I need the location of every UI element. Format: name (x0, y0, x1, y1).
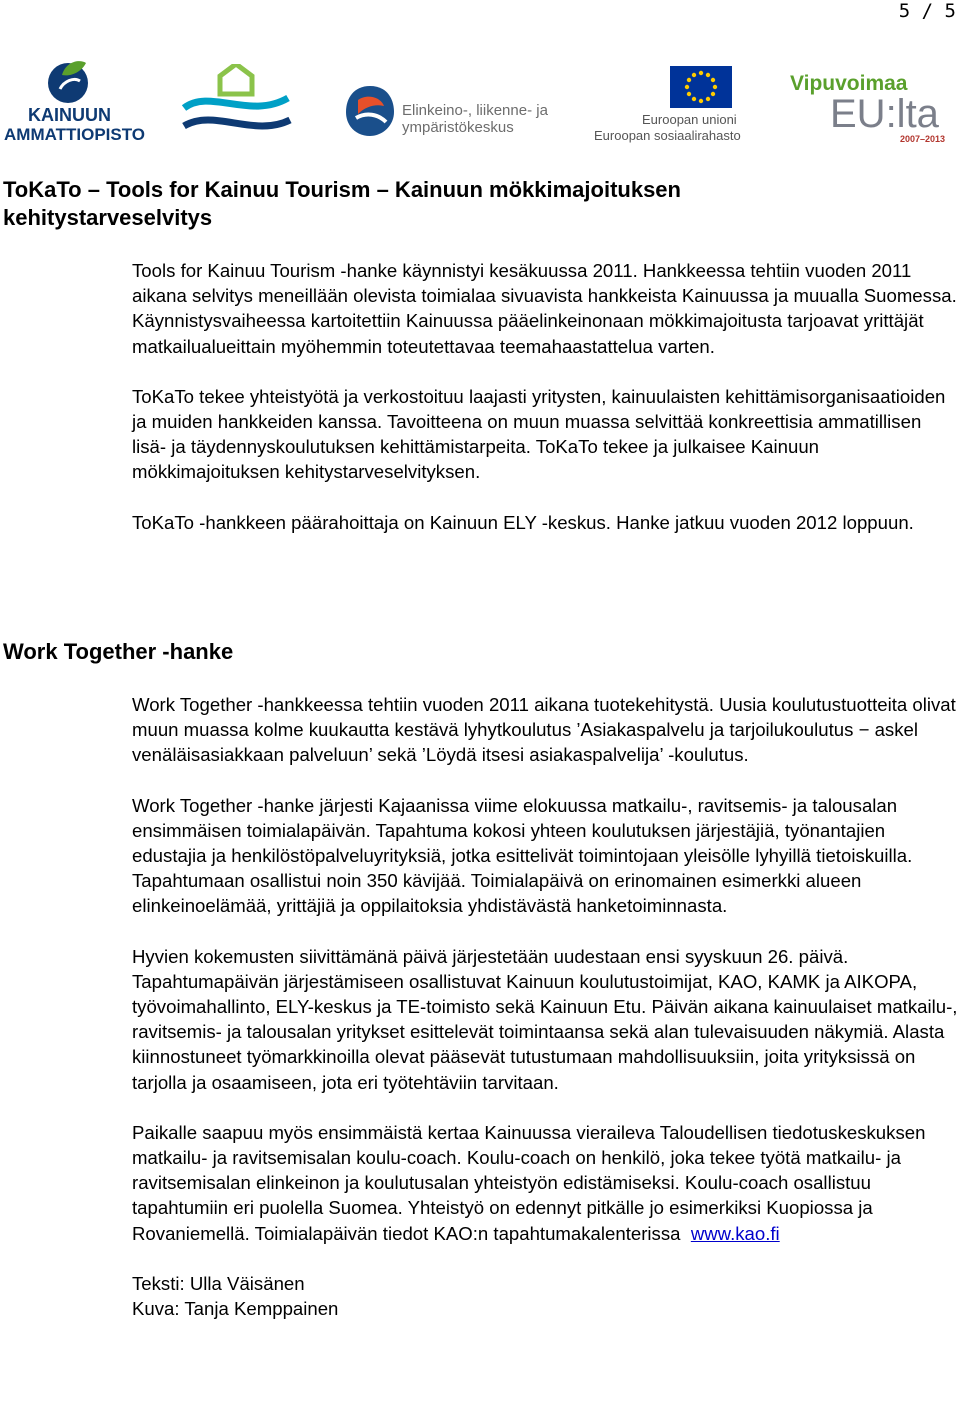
eu-esr-logo (594, 66, 741, 146)
work-together-paragraph-4-text: Paikalle saapuu myös ensimmäistä kertaa Kainuussa vieraileva Taloudellisen tiedotuskeskuksen matkailu- ja ravitsemisalan koulu-coach. Koulu-coach on henkilö, joka tekee työtä matkailu- ja ravitsemisalan elinkeinon ja koulutusalan yhteistyön edistämiseksi. Koulu-coach osallistuu tapahtumiin eri puolella Suomea. Yhteistyö on edennyt pitkälle jo esimerkiksi Kuopiossa ja Rovaniemellä. Toimialapäivän tiedot KAO:n tapahtumakalenterissa (132, 1121, 926, 1244)
regional-wave-logo (180, 64, 292, 142)
work-together-paragraph-4 (132, 1120, 958, 1246)
page-number: 5 / 5 (898, 0, 956, 22)
kainuu-emblem-icon (4, 55, 134, 105)
work-together-title: Work Together -hanke (3, 639, 234, 664)
ammattiopisto-line2: AMMATTIOPISTO (4, 125, 146, 144)
tokato-body (132, 258, 958, 535)
work-together-paragraph-3: Hyvien kokemusten siivittämänä päivä järjestetään uudestaan ensi syyskuun 26. päivä. Tapahtumapäivän järjestämiseen osallistuvat Kainuun koulutustoimijat, KAO, KAMK ja AIKOPA, työvoimahallinto, ELY-keskus ja TE-toimisto sekä Kainuun Etu. Päivän aikana kainuulaiset matkailu-, ravitsemis- ja talousalan yritykset esittelevät toimintaansa sekä alan tulevaisuuden näkymiä. Alasta kiinnostuneet työmarkkinoilla olevat pääsevät tutustumaan mahdollisuuksiin, joita yrityksissä on tarjolla ja osaamiseen, jota eri työtehtäviin tarvitaan. (132, 945, 958, 1093)
credits (132, 1271, 958, 1321)
kainuun-ammattiopisto-logo (4, 55, 146, 147)
vipuvoimaa-line1: Vipuvoimaa (790, 72, 908, 95)
ely-line1: Elinkeino-, liikenne- ja (402, 102, 548, 119)
vipuvoimaa-years: 2007–2013 (900, 134, 946, 144)
tokato-paragraph-2: ToKaTo tekee yhteistyötä ja verkostoituu laajasti yritysten, kainuulaisten kehittämisorganisaatioiden ja muiden hankkeiden kanssa. Tavoitteena on muun muassa selvittää konkreettisia ammatillisen lisä- ja täydennyskoulutuksen kehittämistarpeita. ToKaTo tekee ja julkaisee Kainuun mökkimajoituksen kehitystarveselvityksen. (132, 385, 946, 483)
tokato-paragraph-1: Tools for Kainuu Tourism -hanke käynnistyi kesäkuussa 2011. Hankkeessa tehtiin vuoden 2011 aikana selvitys meneillään olevista toimialaa sivuavista hankkeista Kainuussa ja muualla Suomessa. Käynnistysvaiheessa kartoitettiin Kainuussa pääelinkeinonaan mökkimajoitusta tarjoavat yrittäjät matkailualueittain myöhemmin toteutettavaa teemahaastattelua varten. (132, 260, 957, 357)
tokato-paragraph-3: ToKaTo -hankkeen päärahoittaja on Kainuun ELY -keskus. Hanke jatkuu vuoden 2012 loppuun. (132, 511, 914, 533)
house-wave-icon (180, 64, 292, 142)
ely-keskus-logo (344, 84, 548, 144)
work-together-body (132, 692, 958, 1321)
eu-line2: Euroopan sosiaalirahasto (594, 128, 741, 143)
eu-line1: Euroopan unioni (642, 112, 737, 127)
credit-photo: Kuva: Tanja Kemppainen (132, 1298, 339, 1320)
vipuvoimaa-line2: EU:lta (830, 92, 939, 136)
kao-link[interactable]: www.kao.fi (690, 1222, 780, 1244)
ely-emblem-icon (344, 84, 396, 138)
work-together-paragraph-1: Work Together -hankkeessa tehtiin vuoden 2011 aikana tuotekehitystä. Uusia koulutustuotteita olivat muun muassa kolme kuukautta kestävä lyhytkoulutus ’Asiakaspalvelu ja tarjoilukoulutus − askel venäläisasiakkaan palveluun’ sekä ’Löydä itsesi asiakaspalvelija’ -koulutus. (132, 694, 956, 766)
tokato-title (3, 176, 681, 232)
kainuun-line1: KAINUUN (28, 105, 111, 125)
ely-line2: ympäristökeskus (402, 119, 514, 136)
tokato-title-line2: kehitystarveselvitys (3, 205, 213, 230)
work-together-paragraph-2: Work Together -hanke järjesti Kajaanissa viime elokuussa matkailu-, ravitsemis- ja talousalan ensimmäisen toimialapäivän. Tapahtuma kokosi yhteen koulutuksen järjestäjiä, työnantajien edustajia ja henkilöstöpalveluyrityksiä, jotka esittelivät toimintojaan yleisölle lyhyillä tietoiskuilla. Tapahtumaan osallistui noin 350 kävijää. Toimialapäivä on erinomainen esimerkki alueen elinkeinoelämää, yrittäjiä ja oppilaitoksia yhdistävästä hanketoiminnasta. (132, 794, 913, 917)
vipuvoimaa-logo (790, 72, 950, 148)
credit-text: Teksti: Ulla Väisänen (132, 1272, 305, 1294)
tokato-title-line1: ToKaTo – Tools for Kainuu Tourism – Kainuun mökkimajoituksen (3, 177, 681, 202)
eu-flag-icon (670, 66, 732, 108)
